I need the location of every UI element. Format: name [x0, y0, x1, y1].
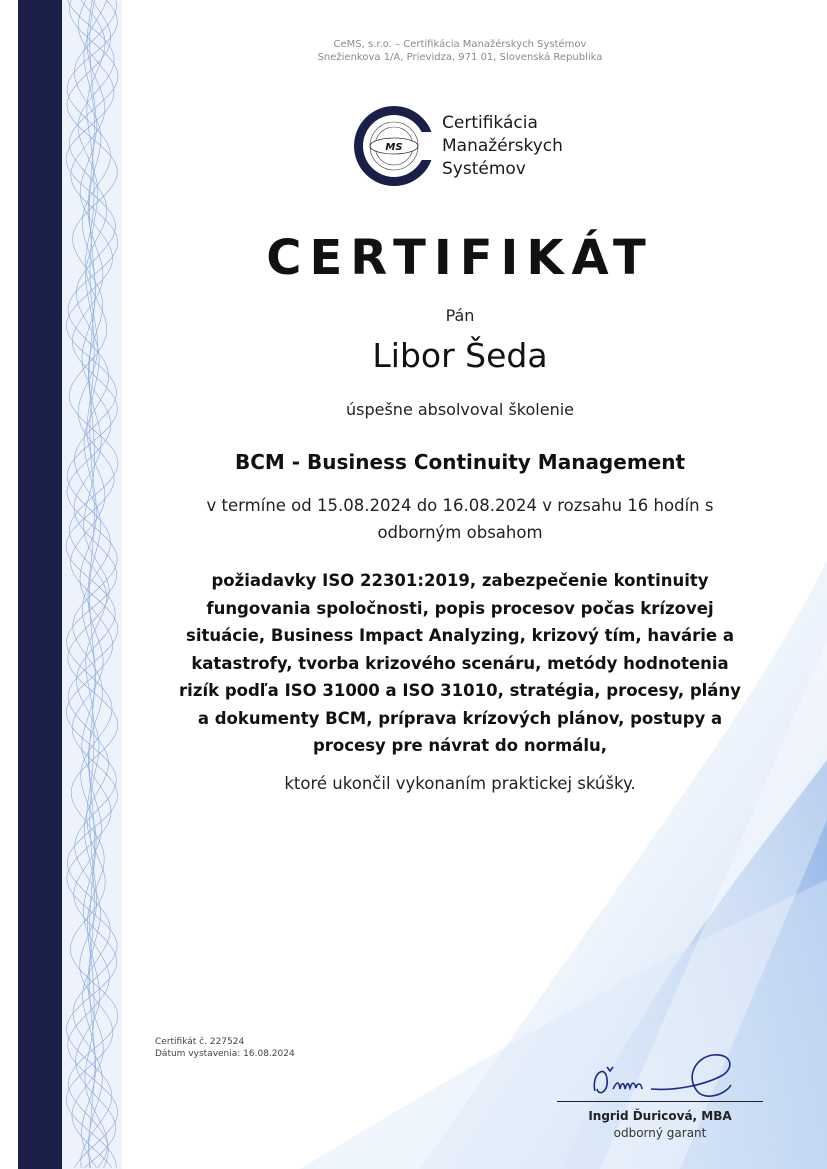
logo-word-3: Systémov: [442, 159, 526, 179]
signature-line: [557, 1101, 763, 1102]
guilloche-strip: [62, 0, 122, 1169]
course-dates-line-2: odborným obsahom: [377, 523, 543, 542]
certificate-title: CERTIFIKÁT: [266, 230, 654, 286]
logo-mark-icon: [352, 104, 436, 188]
course-name: BCM - Business Continuity Management: [234, 450, 686, 474]
content-line: situácie, Business Impact Analyzing, krizový tím, havárie a: [186, 626, 734, 645]
issuer-address-line: Snežienkova 1/A, Prievidza, 971 01, Slovenská Republika: [317, 52, 603, 63]
logo-wordmark: [442, 112, 563, 181]
signatory-name: Ingrid Ďuricová, MBA: [588, 1109, 732, 1123]
recipient-name: Libor Šeda: [372, 336, 548, 375]
issue-date: Dátum vystavenia: 16.08.2024: [155, 1049, 295, 1059]
logo-word-2: Manažérskych: [442, 136, 563, 156]
completion-statement: úspešne absolvoval školenie: [345, 400, 574, 419]
logo-word-1: Certifikácia: [442, 113, 538, 133]
signatory-role: odborný garant: [613, 1126, 707, 1140]
course-dates: [140, 492, 780, 546]
content-line: a dokumenty BCM, príprava krízových plánov, postupy a: [197, 708, 723, 728]
certificate-number: Certifikát č. 227524: [155, 1037, 245, 1047]
course-dates-line-1: v termíne od 15.08.2024 do 16.08.2024 v rozsahu 16 hodín s: [206, 496, 714, 515]
logo-mark-text: MS: [385, 142, 403, 153]
content-line: rizík podľa ISO 31000 a ISO 31010, stratégia, procesy, plány: [179, 681, 741, 700]
closing-statement: ktoré ukončil vykonaním praktickej skúšky.: [284, 774, 636, 793]
content-line: fungovania spoločnosti, popis procesov počas krízovej: [206, 598, 714, 618]
left-border-band: [18, 0, 62, 1169]
certificate-info: [155, 1036, 295, 1060]
issuer-name-line: CeMS, s.r.o. – Certifikácia Manažérskych Systémov: [333, 39, 587, 50]
company-logo: [352, 104, 572, 188]
course-content: [140, 567, 780, 760]
content-line: procesy pre návrat do normálu,: [312, 736, 608, 755]
salutation: Pán: [445, 306, 475, 325]
content-line: požiadavky ISO 22301:2019, zabezpečenie kontinuity: [211, 571, 709, 590]
content-line: katastrofy, tvorba krizového scenáru, metódy hodnotenia: [191, 653, 729, 673]
signature-image: [585, 1045, 745, 1107]
